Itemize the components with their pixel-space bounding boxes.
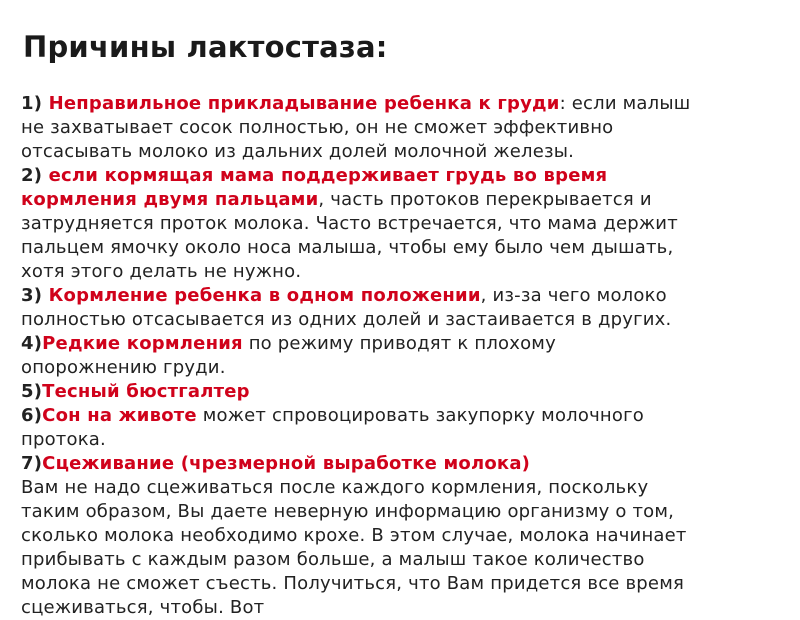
item-6-line-2: протока. <box>21 429 106 450</box>
item-3-number: 3) <box>21 285 49 306</box>
item-7-line-3: таким образом, Вы даете неверную информацию организму о том, <box>21 501 675 522</box>
list-item-1 <box>21 92 791 164</box>
item-1-line-1 <box>21 92 791 116</box>
item-7-line-4: сколько молока необходимо крохе. В этом случае, молока начинает <box>21 525 687 546</box>
item-3-line-2: полностью отсасывается из одних долей и застаивается в других. <box>21 309 672 330</box>
list-item-3 <box>21 284 791 332</box>
item-1-line-2: не захватывает сосок полностью, он не сможет эффективно <box>21 117 614 138</box>
item-2-text-first: , часть протоков перекрывается и <box>318 189 652 210</box>
item-2-highlight-part-1: если кормящая мама поддерживает грудь во время <box>48 165 608 186</box>
item-2-number: 2) <box>21 165 49 186</box>
item-5-line-1 <box>21 380 791 404</box>
item-6-text-first: может спровоцировать закупорку молочного <box>196 405 644 426</box>
item-1-text-first: : если малыш <box>559 93 691 114</box>
item-4-number: 4) <box>21 333 43 354</box>
list-item-2 <box>21 164 791 284</box>
item-2-highlight-part-2: кормления двумя пальцами <box>21 189 319 210</box>
list-item-6 <box>21 404 791 452</box>
item-1-number: 1) <box>21 93 49 114</box>
item-6-line-1 <box>21 404 791 428</box>
item-6-number: 6) <box>21 405 43 426</box>
item-2-line-4: пальцем ямочку около носа малыша, чтобы ему было чем дышать, <box>21 237 674 258</box>
item-2-line-2 <box>21 188 791 212</box>
item-2-line-1 <box>21 164 791 188</box>
item-7-line-1 <box>21 452 791 476</box>
item-5-number: 5) <box>21 381 43 402</box>
item-5-highlight: Тесный бюстгалтер <box>42 381 250 402</box>
item-7-line-5: прибывать с каждым разом больше, а малыш такое количество <box>21 549 645 570</box>
item-6-highlight: Сон на животе <box>42 405 197 426</box>
item-3-highlight: Кормление ребенка в одном положении <box>48 285 481 306</box>
item-4-highlight: Редкие кормления <box>42 333 243 354</box>
causes-list <box>21 92 791 620</box>
item-1-highlight: Неправильное прикладывание ребенка к груди <box>48 93 560 114</box>
item-2-line-5: хотя этого делать не нужно. <box>21 261 302 282</box>
item-1-line-3: отсасывать молоко из дальних долей молочной железы. <box>21 141 575 162</box>
page-title: Причины лактостаза: <box>23 30 388 64</box>
item-4-line-1 <box>21 332 791 356</box>
item-7-line-2: Вам не надо сцеживаться после каждого кормления, поскольку <box>21 477 649 498</box>
list-item-4 <box>21 332 791 380</box>
item-4-text-first: по режиму приводят к плохому <box>242 333 556 354</box>
list-item-7 <box>21 452 791 620</box>
item-3-line-1 <box>21 284 791 308</box>
item-7-line-7: сцеживаться, чтобы. Вот <box>21 597 265 618</box>
item-7-highlight: Сцеживание (чрезмерной выработке молока) <box>42 453 531 474</box>
item-2-line-3: затрудняется проток молока. Часто встречается, что мама держит <box>21 213 678 234</box>
item-4-line-2: опорожнению груди. <box>21 357 226 378</box>
list-item-5 <box>21 380 791 404</box>
item-3-text-first: , из-за чего молоко <box>480 285 667 306</box>
item-7-line-6: молока не сможет съесть. Получиться, что Вам придется все время <box>21 573 684 594</box>
item-7-number: 7) <box>21 453 43 474</box>
